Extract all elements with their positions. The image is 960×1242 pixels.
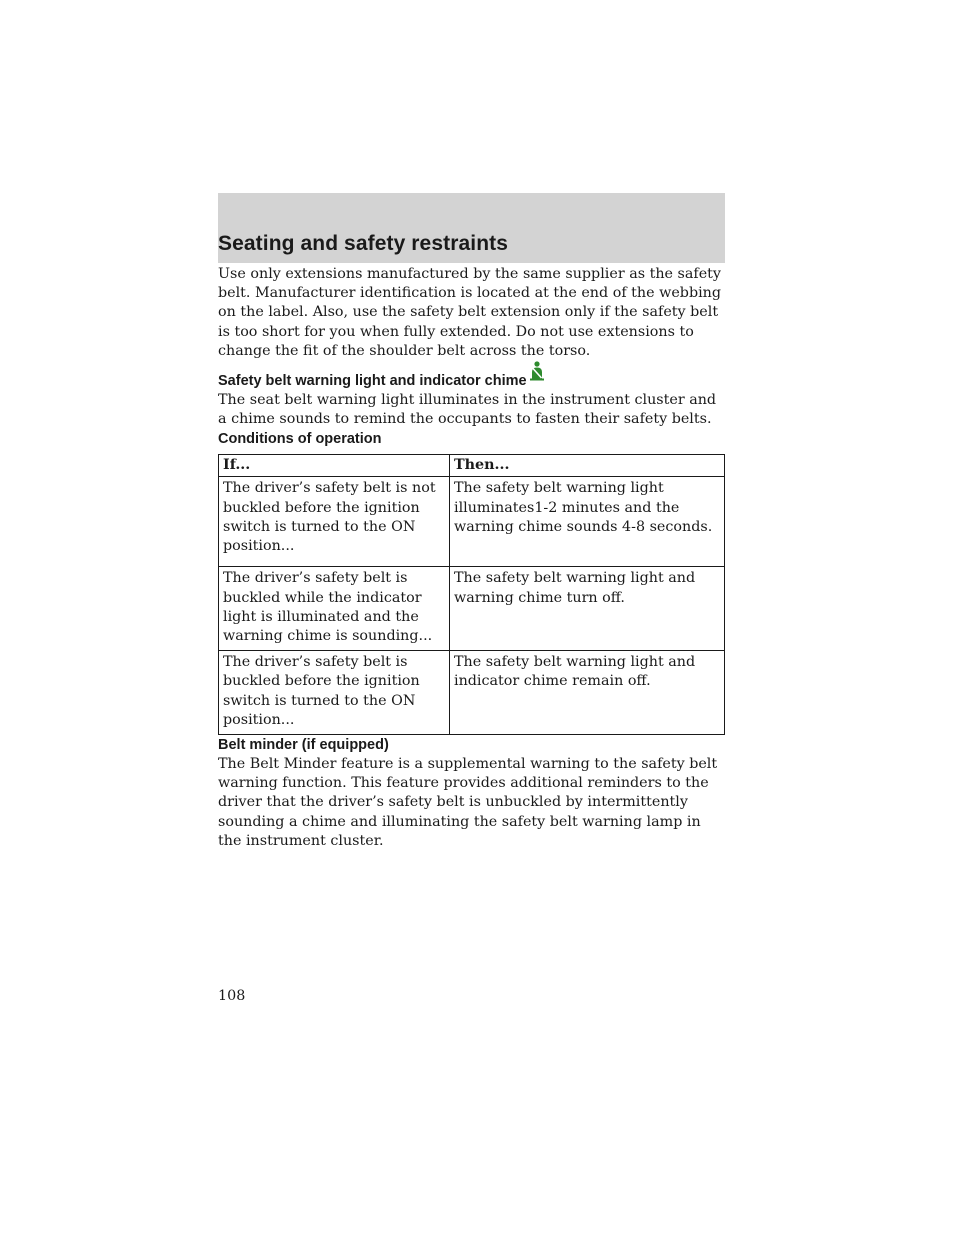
- belt-minder-heading: Belt minder (if equipped): [218, 737, 389, 754]
- warning-light-heading-text: Safety belt warning light and indicator chime: [218, 373, 527, 390]
- table-cell-then: The safety belt warning light illuminates1-2 minutes and the warning chime sounds 4-8 seconds.: [450, 477, 725, 567]
- table-cell-if: The driver’s safety belt is buckled while the indicator light is illuminated and the warning chime is sounding...: [219, 567, 450, 651]
- warning-light-paragraph: The seat belt warning light illuminates in the instrument cluster and a chime sounds to remind the occupants to fasten their safety belts.: [218, 392, 717, 428]
- section-title: Seating and safety restraints: [218, 232, 508, 255]
- page-number: 108: [218, 988, 246, 1004]
- table-cell-if: The driver’s safety belt is buckled before the ignition switch is turned to the ON position...: [219, 651, 450, 735]
- conditions-heading: Conditions of operation: [218, 431, 382, 448]
- page-content: [218, 265, 725, 851]
- belt-minder-paragraph: The Belt Minder feature is a supplemental warning to the safety belt warning function. This feature provides additional reminders to the driver that the driver’s safety belt is unbuckled by intermittently sounding a chime and illuminating the safety belt warning lamp in the instrument cluster.: [218, 756, 718, 849]
- table-header-row: [219, 455, 725, 477]
- table-cell-then: The safety belt warning light and warning chime turn off.: [450, 567, 725, 651]
- warning-light-heading: [218, 361, 725, 391]
- column-header-if: If...: [219, 455, 450, 477]
- table-cell-if: The driver’s safety belt is not buckled before the ignition switch is turned to the ON position...: [219, 477, 450, 567]
- table-cell-then: The safety belt warning light and indicator chime remain off.: [450, 651, 725, 735]
- table-row: [219, 477, 725, 567]
- conditions-table: [218, 454, 725, 735]
- column-header-then: Then...: [450, 455, 725, 477]
- table-row: [219, 651, 725, 735]
- seatbelt-warning-icon: [529, 361, 545, 387]
- intro-paragraph: Use only extensions manufactured by the same supplier as the safety belt. Manufacturer identification is located at the end of the webbing on the label. Also, use the safety belt extension only if the safety belt is too short for you when fully extended. Do not use extensions to change the fit of the shoulder belt across the torso.: [218, 266, 722, 359]
- table-row: [219, 567, 725, 651]
